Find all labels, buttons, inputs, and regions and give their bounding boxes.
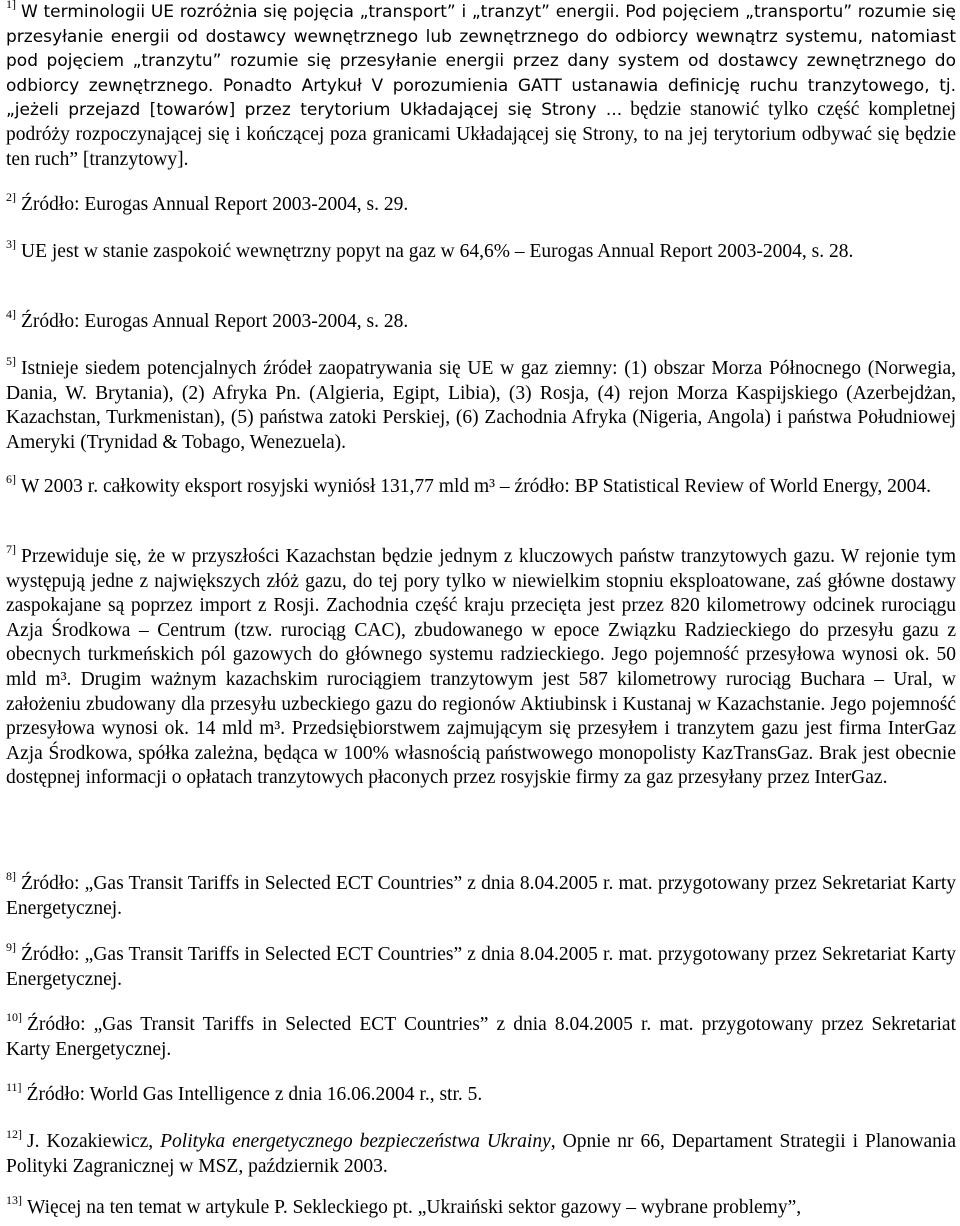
footnote-text: Źródło: „Gas Transit Tariffs in Selected ECT Countries” z dnia 8.04.2005 r. mat. przygotowany przez Sekretariat Karty Energetycznej. xyxy=(6,1014,956,1060)
footnote-text: Źródło: „Gas Transit Tariffs in Selected ECT Countries” z dnia 8.04.2005 r. mat. przygotowany przez Sekretariat Karty Energetycznej. xyxy=(6,873,956,919)
footnote-2 xyxy=(6,190,956,218)
footnote-text: Źródło: Eurogas Annual Report 2003-2004, s. 29. xyxy=(21,194,409,215)
footnote-9 xyxy=(6,940,956,992)
footnote-text: UE jest w stanie zaspokoić wewnętrzny popyt na gaz w 64,6% – Eurogas Annual Report 2003-2004, s. 28. xyxy=(21,241,854,262)
footnote-number: 5] xyxy=(6,354,16,368)
footnote-number: 7] xyxy=(6,542,16,556)
footnote-number: 1] xyxy=(6,0,16,11)
footnote-text: W terminologii UE rozróżnia się pojęcia „transport” i „tranzyt” energii. Pod pojęciem „transportu” rozumie się przesyłanie energii od dostawcy wewnętrznego lub zewnętrznego do odbiorcy wewnątrz systemu, natomiast pod pojęciem „tranzytu” rozumie się przesyłanie energii przez dany system od dostawcy zewnętrznego do odbiorcy zewnętrznego. Ponadto Artykuł V porozumienia GATT ustanawia definicję ruchu tranzytowego, tj. „jeżeli przejazd [towarów] przez terytorium Układającej się Strony ... xyxy=(6,2,956,121)
footnote-text: W 2003 r. całkowity eksport rosyjski wyniósł 131,77 mld m³ – źródło: BP Statistical Review of World Energy, 2004. xyxy=(21,476,932,497)
citation-title: Polityka energetycznego bezpieczeństwa Ukrainy xyxy=(160,1131,551,1152)
footnote-number: 9] xyxy=(6,940,16,954)
footnote-text: Źródło: „Gas Transit Tariffs in Selected ECT Countries” z dnia 8.04.2005 r. mat. przygotowany przez Sekretariat Karty Energetycznej. xyxy=(6,944,956,990)
footnote-number: 11] xyxy=(6,1080,22,1094)
footnote-text: Źródło: World Gas Intelligence z dnia 16.06.2004 r., str. 5. xyxy=(26,1084,483,1105)
footnote-text: Źródło: Eurogas Annual Report 2003-2004, s. 28. xyxy=(21,311,409,332)
footnote-13 xyxy=(6,1193,956,1221)
citation-details: , Opnie nr 66, Departament Strategii i Planowania Polityki Zagranicznej w MSZ, październik 2003. xyxy=(6,1131,956,1177)
footnote-1-body xyxy=(6,0,956,172)
footnote-text: Przewiduje się, że w przyszłości Kazachstan będzie jednym z kluczowych państw tranzytowych gazu. W rejonie tym występują jedne z największych złóż gazu, do tej pory tylko w niewielkim stopniu eksploatowane, zaś główne dostawy zaspokajane są poprzez import z Rosji. Zachodnia część kraju przecięta jest przez 820 kilometrowy odcinek rurociągu Azja Środkowa – Centrum (tzw. rurociąg CAC), zbudowanego w epoce Związku Radzieckiego do przesyłu gazu z obecnych turkmeńskich pól gazowych do głównego systemu radzieckiego. Jego pojemność przesyłowa wynosi ok. 50 mld m³. Drugim ważnym kazachskim rurociągiem tranzytowym jest 587 kilometrowy rurociąg Buchara – Ural, w założeniu zbudowany dla przesyłu uzbeckiego gazu do regionów Aktiubinsk i Kustanaj w Kazachstanie. Jego pojemność przesyłowa wynosi ok. 14 mld m³. Przedsiębiorstwem zajmującym się przesyłem i tranzytem gazu jest firma InterGaz Azja Środkowa, spółka zależna, będąca w 100% własnością państwowego monopolisty KazTransGaz. Brak jest obecnie dostępnej informacji o opłatach tranzytowych płaconych przez rosyjskie firmy za gaz przesyłany przez InterGaz. xyxy=(6,546,956,789)
footnote-number: 12] xyxy=(6,1127,22,1141)
footnote-number: 2] xyxy=(6,190,16,204)
footnote-5 xyxy=(6,354,956,455)
footnote-text-continued: będzie stanowić tylko część kompletnej podróży rozpoczynającej się i kończącej poza granicami Układającej się Strony, to na jej terytorium odbywać się będzie ten ruch” [tranzytowy]. xyxy=(6,99,956,170)
footnote-number: 10] xyxy=(6,1010,22,1024)
footnote-10 xyxy=(6,1010,956,1062)
footnote-number: 3] xyxy=(6,237,16,251)
footnote-text: Istnieje siedem potencjalnych źródeł zaopatrywania się UE w gaz ziemny: (1) obszar Morza Północnego (Norwegia, Dania, W. Brytania), (2) Afryka Pn. (Algieria, Egipt, Libia), (3) Rosja, (4) rejon Morza Kaspijskiego (Azerbejdżan, Kazachstan, Turkmenistan), (5) państwa zatoki Perskiej, (6) Zachodnia Afryka (Nigeria, Angola) i państwa Południowej Ameryki (Trynidad & Tobago, Wenezuela). xyxy=(6,358,956,453)
footnote-4 xyxy=(6,307,956,335)
footnote-number: 13] xyxy=(6,1193,22,1207)
citation-author: J. Kozakiewicz, xyxy=(27,1131,161,1152)
footnote-number: 8] xyxy=(6,869,16,883)
footnote-3 xyxy=(6,237,956,265)
footnote-number: 6] xyxy=(6,472,16,486)
footnote-11 xyxy=(6,1080,956,1108)
footnote-8 xyxy=(6,869,956,921)
footnote-text: Więcej na ten temat w artykule P. Sekleckiego pt. „Ukraiński sektor gazowy – wybrane problemy”, xyxy=(27,1197,802,1218)
footnote-12 xyxy=(6,1127,956,1179)
footnote-6 xyxy=(6,472,956,500)
footnote-7 xyxy=(6,542,956,791)
footnote-number: 4] xyxy=(6,307,16,321)
